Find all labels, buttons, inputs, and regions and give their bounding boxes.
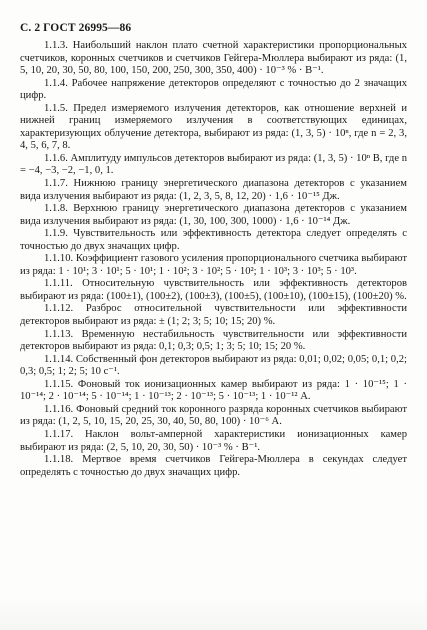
paragraph-1-1-3: 1.1.3. Наибольший наклон плато счетной характеристики пропорциональных счетчиков, коронных счетчиков и счетчиков Гейгера-Мюллера выбирают из ряда: (1, 5, 10, 20, 30, 50, 80, 100, 150, 200, 250, 300, 350, 400) · 10⁻³ % · В⁻¹. <box>20 40 407 77</box>
paragraph-1-1-12: 1.1.12. Разброс относительной чувствительности или эффективности детекторов выбирают из ряда: ± (1; 2; 3; 5; 10; 15; 20) %. <box>20 303 407 328</box>
paragraph-1-1-16: 1.1.16. Фоновый средний ток коронного разряда коронных счетчиков выбирают из ряда: (1, 2, 5, 10, 15, 20, 25, 30, 40, 50, 80, 100) · 10⁻⁶ А. <box>20 403 407 428</box>
paragraph-1-1-18: 1.1.18. Мертвое время счетчиков Гейгера-Мюллера в секундах следует определять с точностью до двух значащих цифр. <box>20 454 407 478</box>
paragraph-1-1-11: 1.1.11. Относительную чувствительность или эффективность детекторов выбирают из ряда: (100±1), (100±2), (100±3), (100±5), (100±10), (100±15), (100±20) %. <box>20 278 407 302</box>
paragraph-1-1-4: 1.1.4. Рабочее напряжение детекторов определяют с точностью до 2 значащих цифр. <box>20 77 407 102</box>
paragraph-1-1-6: 1.1.6. Амплитуду импульсов детекторов выбирают из ряда: (1, 3, 5) · 10ⁿ В, где n = −4, −3, −2, −1, 0, 1. <box>20 152 407 177</box>
paragraph-1-1-13: 1.1.13. Временную нестабильность чувствительности или эффективности детекторов выбирают из ряда: 0,1; 0,3; 0,5; 1; 3; 5; 10; 15; 20 %. <box>20 328 407 353</box>
document-body <box>20 40 407 479</box>
paragraph-1-1-14: 1.1.14. Собственный фон детекторов выбирают из ряда: 0,01; 0,02; 0,05; 0,1; 0,2; 0,3; 0,5; 1; 2; 5; 10 с⁻¹. <box>20 353 407 378</box>
paragraph-1-1-9: 1.1.9. Чувствительность или эффективность детектора следует определять с точностью до двух значащих цифр. <box>20 228 407 252</box>
paragraph-1-1-15: 1.1.15. Фоновый ток ионизационных камер выбирают из ряда: 1 · 10⁻¹⁵; 1 · 10⁻¹⁴; 2 · 10⁻¹⁴; 5 · 10⁻¹⁴; 1 · 10⁻¹³; 2 · 10⁻¹³; 5 · 10⁻¹³; 1 · 10⁻¹² А. <box>20 378 407 403</box>
paragraph-1-1-7: 1.1.7. Нижнюю границу энергетического диапазона детекторов с указанием вида излучения выбирают из ряда: (1, 2, 3, 5, 8, 12, 20) · 1,6 · 10⁻¹⁵ Дж. <box>20 178 407 202</box>
page-bottom-margin <box>0 592 427 630</box>
paragraph-1-1-8: 1.1.8. Верхнюю границу энергетического диапазона детекторов с указанием вида излучения выбирают из ряда: (1, 30, 100, 300, 1000) · 1,6 · 10⁻¹⁴ Дж. <box>20 203 407 227</box>
page-header: С. 2 ГОСТ 26995—86 <box>20 22 132 34</box>
paragraph-1-1-17: 1.1.17. Наклон вольт-амперной характеристики ионизационных камер выбирают из ряда: (2, 5, 10, 20, 30, 50) · 10⁻³ % · В⁻¹. <box>20 428 407 453</box>
paragraph-1-1-10: 1.1.10. Коэффициент газового усиления пропорционального счетчика выбирают из ряда: 1 · 10¹; 3 · 10¹; 5 · 10¹; 1 · 10²; 3 · 10²; 5 · 10²; 1 · 10³; 3 · 10³; 5 · 10³. <box>20 253 407 277</box>
paragraph-1-1-5: 1.1.5. Предел измеряемого излучения детекторов, как отношение верхней и нижней границ измеряемого излучения в соответствующих единицах, характеризующих облучение детектора, выбирают из ряда: (1, 3, 5) · 10ⁿ, где n = 2, 3, 4, 5, 6, 7, 8. <box>20 102 407 152</box>
